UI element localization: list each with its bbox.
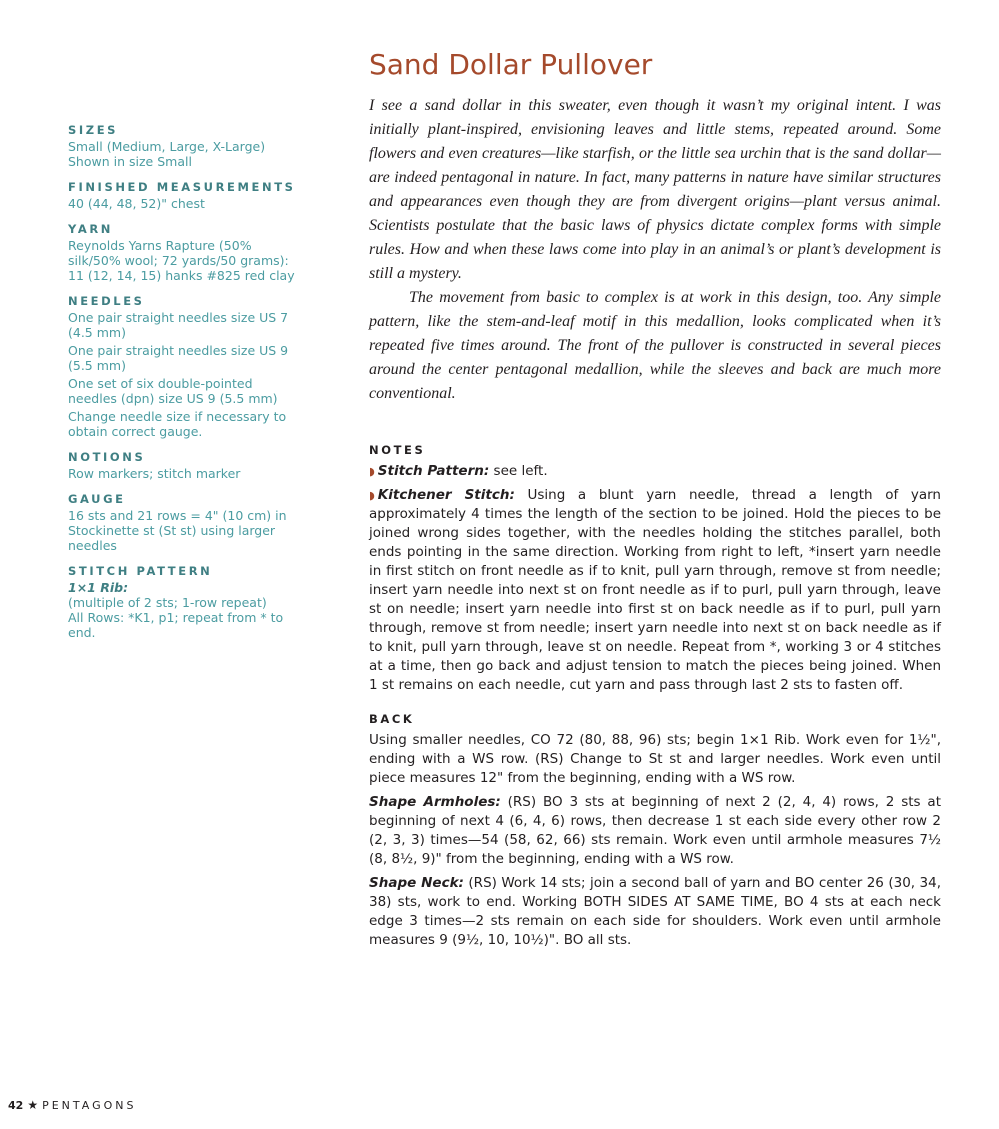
shape-neck-text: (RS) Work 14 sts; join a second ball of yarn and BO center 26 (30, 34, 38) sts, work to end. Working BOTH SIDES AT SAME TIME, BO 4 sts at each neck edge 3 times—2 sts remain on each side for shoulders. Work even until armhole measures 9 (9½, 10, 10½)". BO all sts. <box>369 875 942 948</box>
needles-line: (5.5 mm) <box>68 358 126 373</box>
stitch-pattern-section <box>68 563 300 640</box>
needles-line: obtain correct gauge. <box>68 424 203 439</box>
note-item <box>369 462 941 481</box>
yarn-section <box>68 221 300 283</box>
stitch-pattern-line: All Rows: *K1, p1; repeat from * to <box>68 610 284 625</box>
yarn-line: silk/50% wool; 72 yards/50 grams): <box>68 253 289 268</box>
shape-armholes-lead: Shape Armholes: <box>369 794 501 810</box>
note-item <box>369 486 941 695</box>
intro-paragraph: I see a sand dollar in this sweater, even though it wasn’t my original intent. I was initially plant-inspired, envisioning leaves and little stems, repeated around. Some flowers and even creatures—like starfish, or the little sea urchin that is the sand dollar—are indeed pentagonal in nature. In fact, many patterns in nature have similar structures and appearances even though they are from divergent origins—plant versus animal. Scientists postulate that the basic laws of physics dictate complex forms with simple rules. How and when these laws come into play in an animal’s or plant’s development is still a mystery. <box>369 97 941 282</box>
shape-armholes <box>369 793 941 869</box>
finished-measurements-line: 40 (44, 48, 52)" chest <box>68 196 205 211</box>
gauge-heading: GAUGE <box>68 492 126 506</box>
sizes-line: Shown in size Small <box>68 154 192 169</box>
sizes-heading: SIZES <box>68 123 119 137</box>
needles-line: Change needle size if necessary to <box>68 409 287 424</box>
needles-line: (4.5 mm) <box>68 325 126 340</box>
sizes-section <box>68 122 300 169</box>
notions-line: Row markers; stitch marker <box>68 466 241 481</box>
note-text: Using a blunt yarn needle, thread a length of yarn approximately 4 times the length of the section to be joined. Hold the pieces to be joined wrong sides together, with the needles holding the stitches parallel, both ends pointing in the same direction. Working from right to left, *insert yarn needle in first stitch on front needle as if to knit, pull yarn through, remove st from needle; insert yarn needle into next st on front needle as if to purl, pull yarn through, leave st on needle; insert yarn needle into first st on back needle as if to purl, pull yarn through, remove st from needle; insert yarn needle into next st on back needle as if to knit, pull yarn through, leave st on needle. Repeat from *, working 3 or 4 stitches at a time, then go back and adjust tension to match the pieces being joined. When 1 st remains on each needle, cut yarn and pass through last 2 sts to fasten off. <box>369 487 941 693</box>
finished-measurements-heading: FINISHED MEASUREMENTS <box>68 180 296 194</box>
notes-heading: NOTES <box>369 443 426 457</box>
gauge-line: Stockinette st (St st) using larger <box>68 523 276 538</box>
main-column <box>369 46 941 955</box>
gauge-line: needles <box>68 538 117 553</box>
finished-measurements-section <box>68 179 300 211</box>
needles-section <box>68 293 300 439</box>
sizes-line: Small (Medium, Large, X-Large) <box>68 139 266 154</box>
needles-line: One pair straight needles size US 9 <box>68 343 289 358</box>
stitch-pattern-line: end. <box>68 625 96 640</box>
intro-text <box>369 94 941 406</box>
shape-neck-lead: Shape Neck: <box>369 875 464 891</box>
needles-heading: NEEDLES <box>68 294 145 308</box>
shape-armholes-text: (RS) BO 3 sts at beginning of next 2 (2, 4, 4) rows, 2 sts at beginning of next 4 (6, 4, 6) rows, then decrease 1 st each side every other row 2 (2, 3, 3) times—54 (58, 62, 66) sts remain. Work even until armhole measures 7½ (8, 8½, 9)" from the beginning, ending with a WS row. <box>369 794 941 867</box>
shape-neck <box>369 874 941 950</box>
page-title: Sand Dollar Pullover <box>369 48 653 81</box>
page-number: 42 <box>8 1099 24 1112</box>
note-text: see left. <box>489 463 548 479</box>
intro-paragraph: The movement from basic to complex is at work in this design, too. Any simple pattern, like the stem-and-leaf motif in this medallion, looks complicated when it’s repeated five times around. The front of the pullover is constructed in several pieces around the center pentagonal medallion, while the sleeves and back are much more conventional. <box>369 289 941 402</box>
yarn-heading: YARN <box>68 222 114 236</box>
gauge-section <box>68 491 300 553</box>
yarn-line: Reynolds Yarns Rapture (50% <box>68 238 252 253</box>
needles-line: One pair straight needles size US 7 <box>68 310 289 325</box>
needles-line: One set of six double-pointed <box>68 376 253 391</box>
sidebar <box>68 122 300 650</box>
notes-section <box>369 442 941 695</box>
bullet-icon: ◗ <box>369 465 375 478</box>
back-section <box>369 711 941 950</box>
note-lead: Kitchener Stitch: <box>377 487 515 503</box>
notions-heading: NOTIONS <box>68 450 146 464</box>
note-lead: Stitch Pattern: <box>377 463 490 479</box>
needles-line: needles (dpn) size US 9 (5.5 mm) <box>68 391 278 406</box>
notions-section <box>68 449 300 481</box>
page-footer <box>8 1098 136 1112</box>
stitch-pattern-name: 1×1 Rib: <box>68 580 129 595</box>
gauge-line: 16 sts and 21 rows = 4" (10 cm) in <box>68 508 287 523</box>
stitch-pattern-heading: STITCH PATTERN <box>68 564 213 578</box>
yarn-line: 11 (12, 14, 15) hanks #825 red clay <box>68 268 295 283</box>
bullet-icon: ◗ <box>369 489 375 502</box>
back-intro: Using smaller needles, CO 72 (80, 88, 96) sts; begin 1×1 Rib. Work even for 1½", ending with a WS row. (RS) Change to St st and larger needles. Work even until piece measures 12" from the beginning, ending with a WS row. <box>369 732 941 786</box>
star-icon: ★ <box>27 1098 39 1112</box>
back-heading: BACK <box>369 712 415 726</box>
running-section-title: PENTAGONS <box>42 1099 137 1112</box>
stitch-pattern-line: (multiple of 2 sts; 1-row repeat) <box>68 595 267 610</box>
